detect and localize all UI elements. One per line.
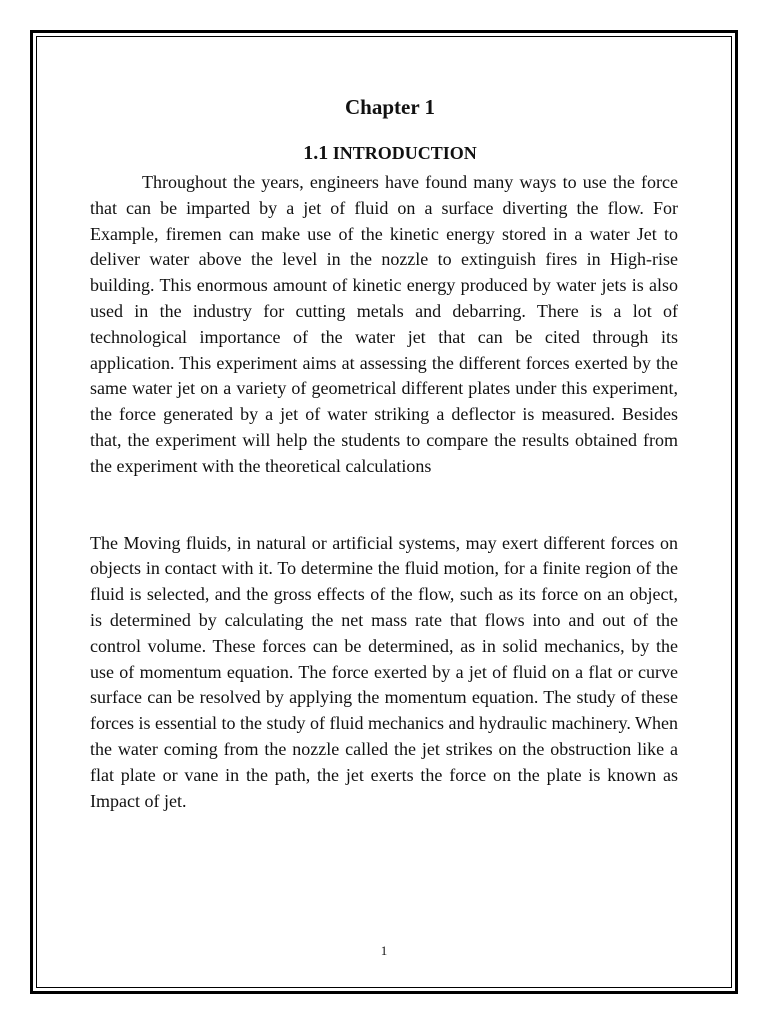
chapter-title: Chapter 1 [344,95,436,119]
intro-paragraph: Throughout the years, engineers have found many ways to use the force that can be imparted by a jet of fluid on a surface diverting the flow. For Example, firemen can make use of the kinetic energy stored in a water Jet to deliver water above the level in the nozzle to extinguish fires in High-rise building. This enormous amount of kinetic energy produced by water jets is also used in the industry for cutting metals and debarring. There is a lot of technological importance of the water jet that can be cited through its application. This experiment aims at assessing the different forces exerted by the same water jet on a variety of geometrical different plates under this experiment, the force generated by a jet of water striking a deflector is measured. Besides that, the experiment will help the students to compare the results obtained from the experiment with the theoretical calculations [90,172,678,476]
section-number: 1.1 [303,142,329,164]
section-title: INTRODUCTION [332,143,477,163]
page-number: 1 [380,943,388,958]
page-content [90,94,678,814]
body-paragraph: The Moving fluids, in natural or artificial systems, may exert different forces on objects in contact with it. To determine the fluid motion, for a finite region of the fluid is selected, and the gross effects of the flow, such as its force on an object, is determined by calculating the net mass rate that flows into and out of the control volume. These forces can be determined, as in solid mechanics, by the use of momentum equation. The force exerted by a jet of fluid on a flat or curve surface can be resolved by applying the momentum equation. The study of these forces is essential to the study of fluid mechanics and hydraulic machinery. When the water coming from the nozzle called the jet strikes on the obstruction like a flat plate or vane in the path, the jet exerts the force on the plate is known as Impact of jet. [90,532,678,811]
section-heading [90,142,678,164]
